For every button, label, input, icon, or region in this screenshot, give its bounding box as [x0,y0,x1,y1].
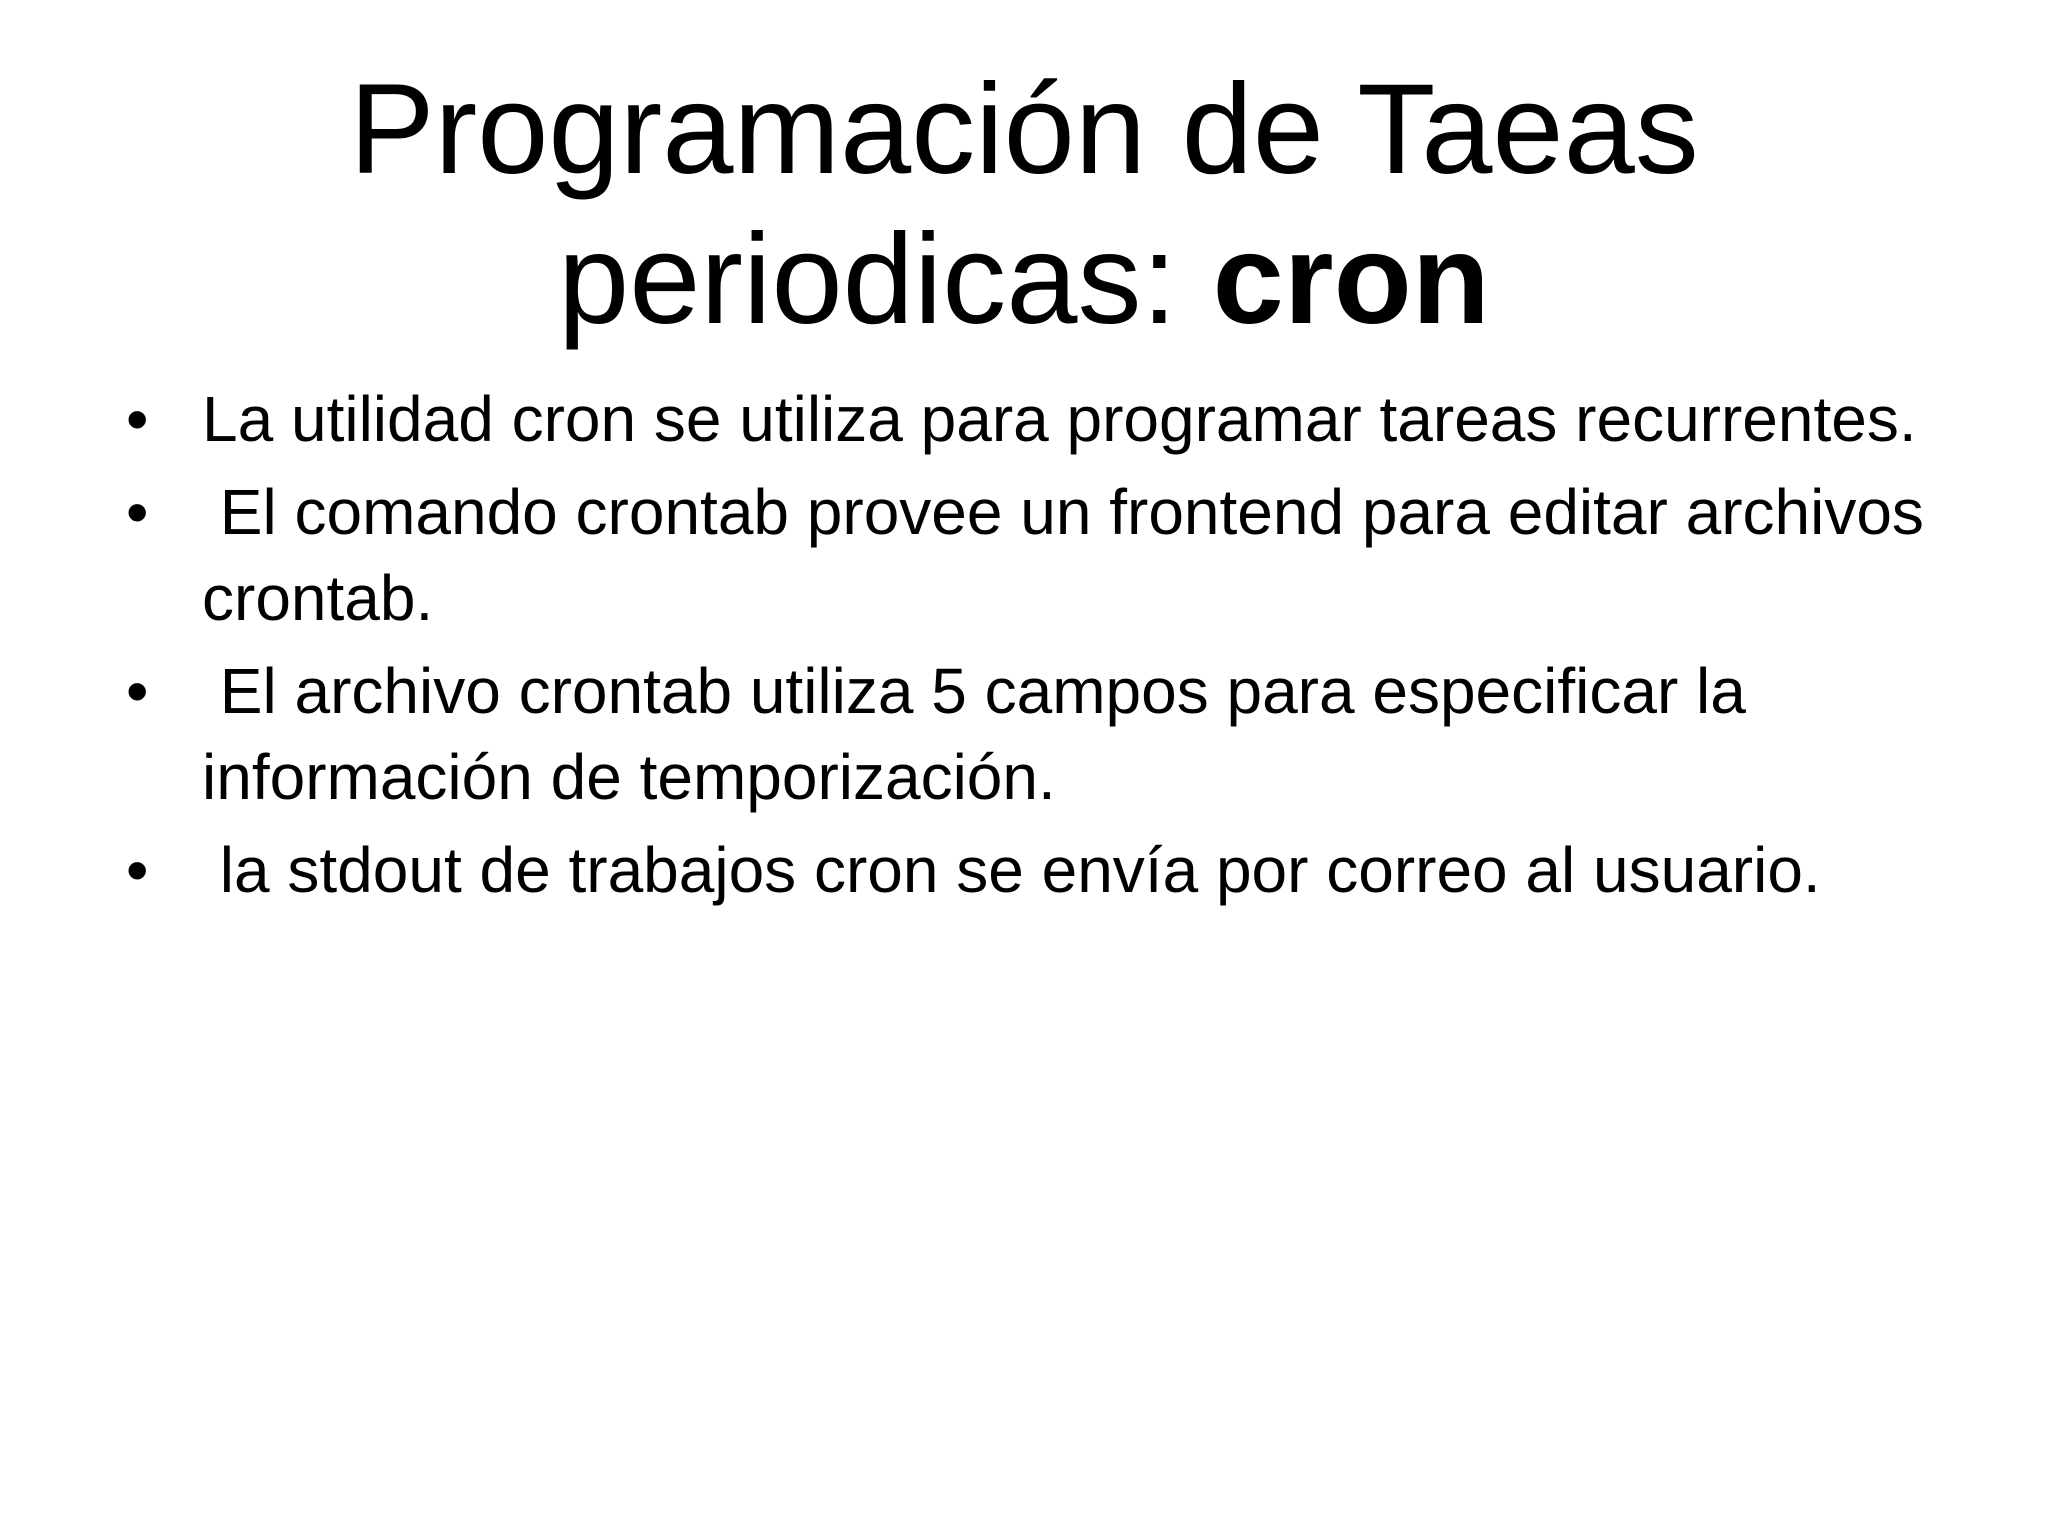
bullet-item-1 [118,376,1948,462]
bullet-icon: • [126,476,149,548]
bullet-item-2 [118,469,1948,641]
bullet-text-3: El archivo crontab utiliza 5 campos para especificar la información de temporización. [202,655,1764,813]
bullet-item-4 [118,827,1948,913]
title-line-2-regular: periodicas: [558,208,1213,351]
bullet-icon: • [126,383,149,455]
title-line-1: Programación de Taeas [349,58,1699,201]
bullet-icon: • [126,834,149,906]
title-line-2-bold: cron [1212,208,1490,351]
bullet-text-2: El comando crontab provee un frontend para editar archivos crontab. [202,476,1942,634]
bullet-text-1: La utilidad cron se utiliza para programar tareas recurrentes. [202,383,1917,455]
slide-title [200,55,1848,355]
bullet-text-4: la stdout de trabajos cron se envía por correo al usuario. [202,834,1821,906]
bullet-list [118,376,1948,920]
bullet-icon: • [126,655,149,727]
bullet-item-3 [118,648,1948,820]
